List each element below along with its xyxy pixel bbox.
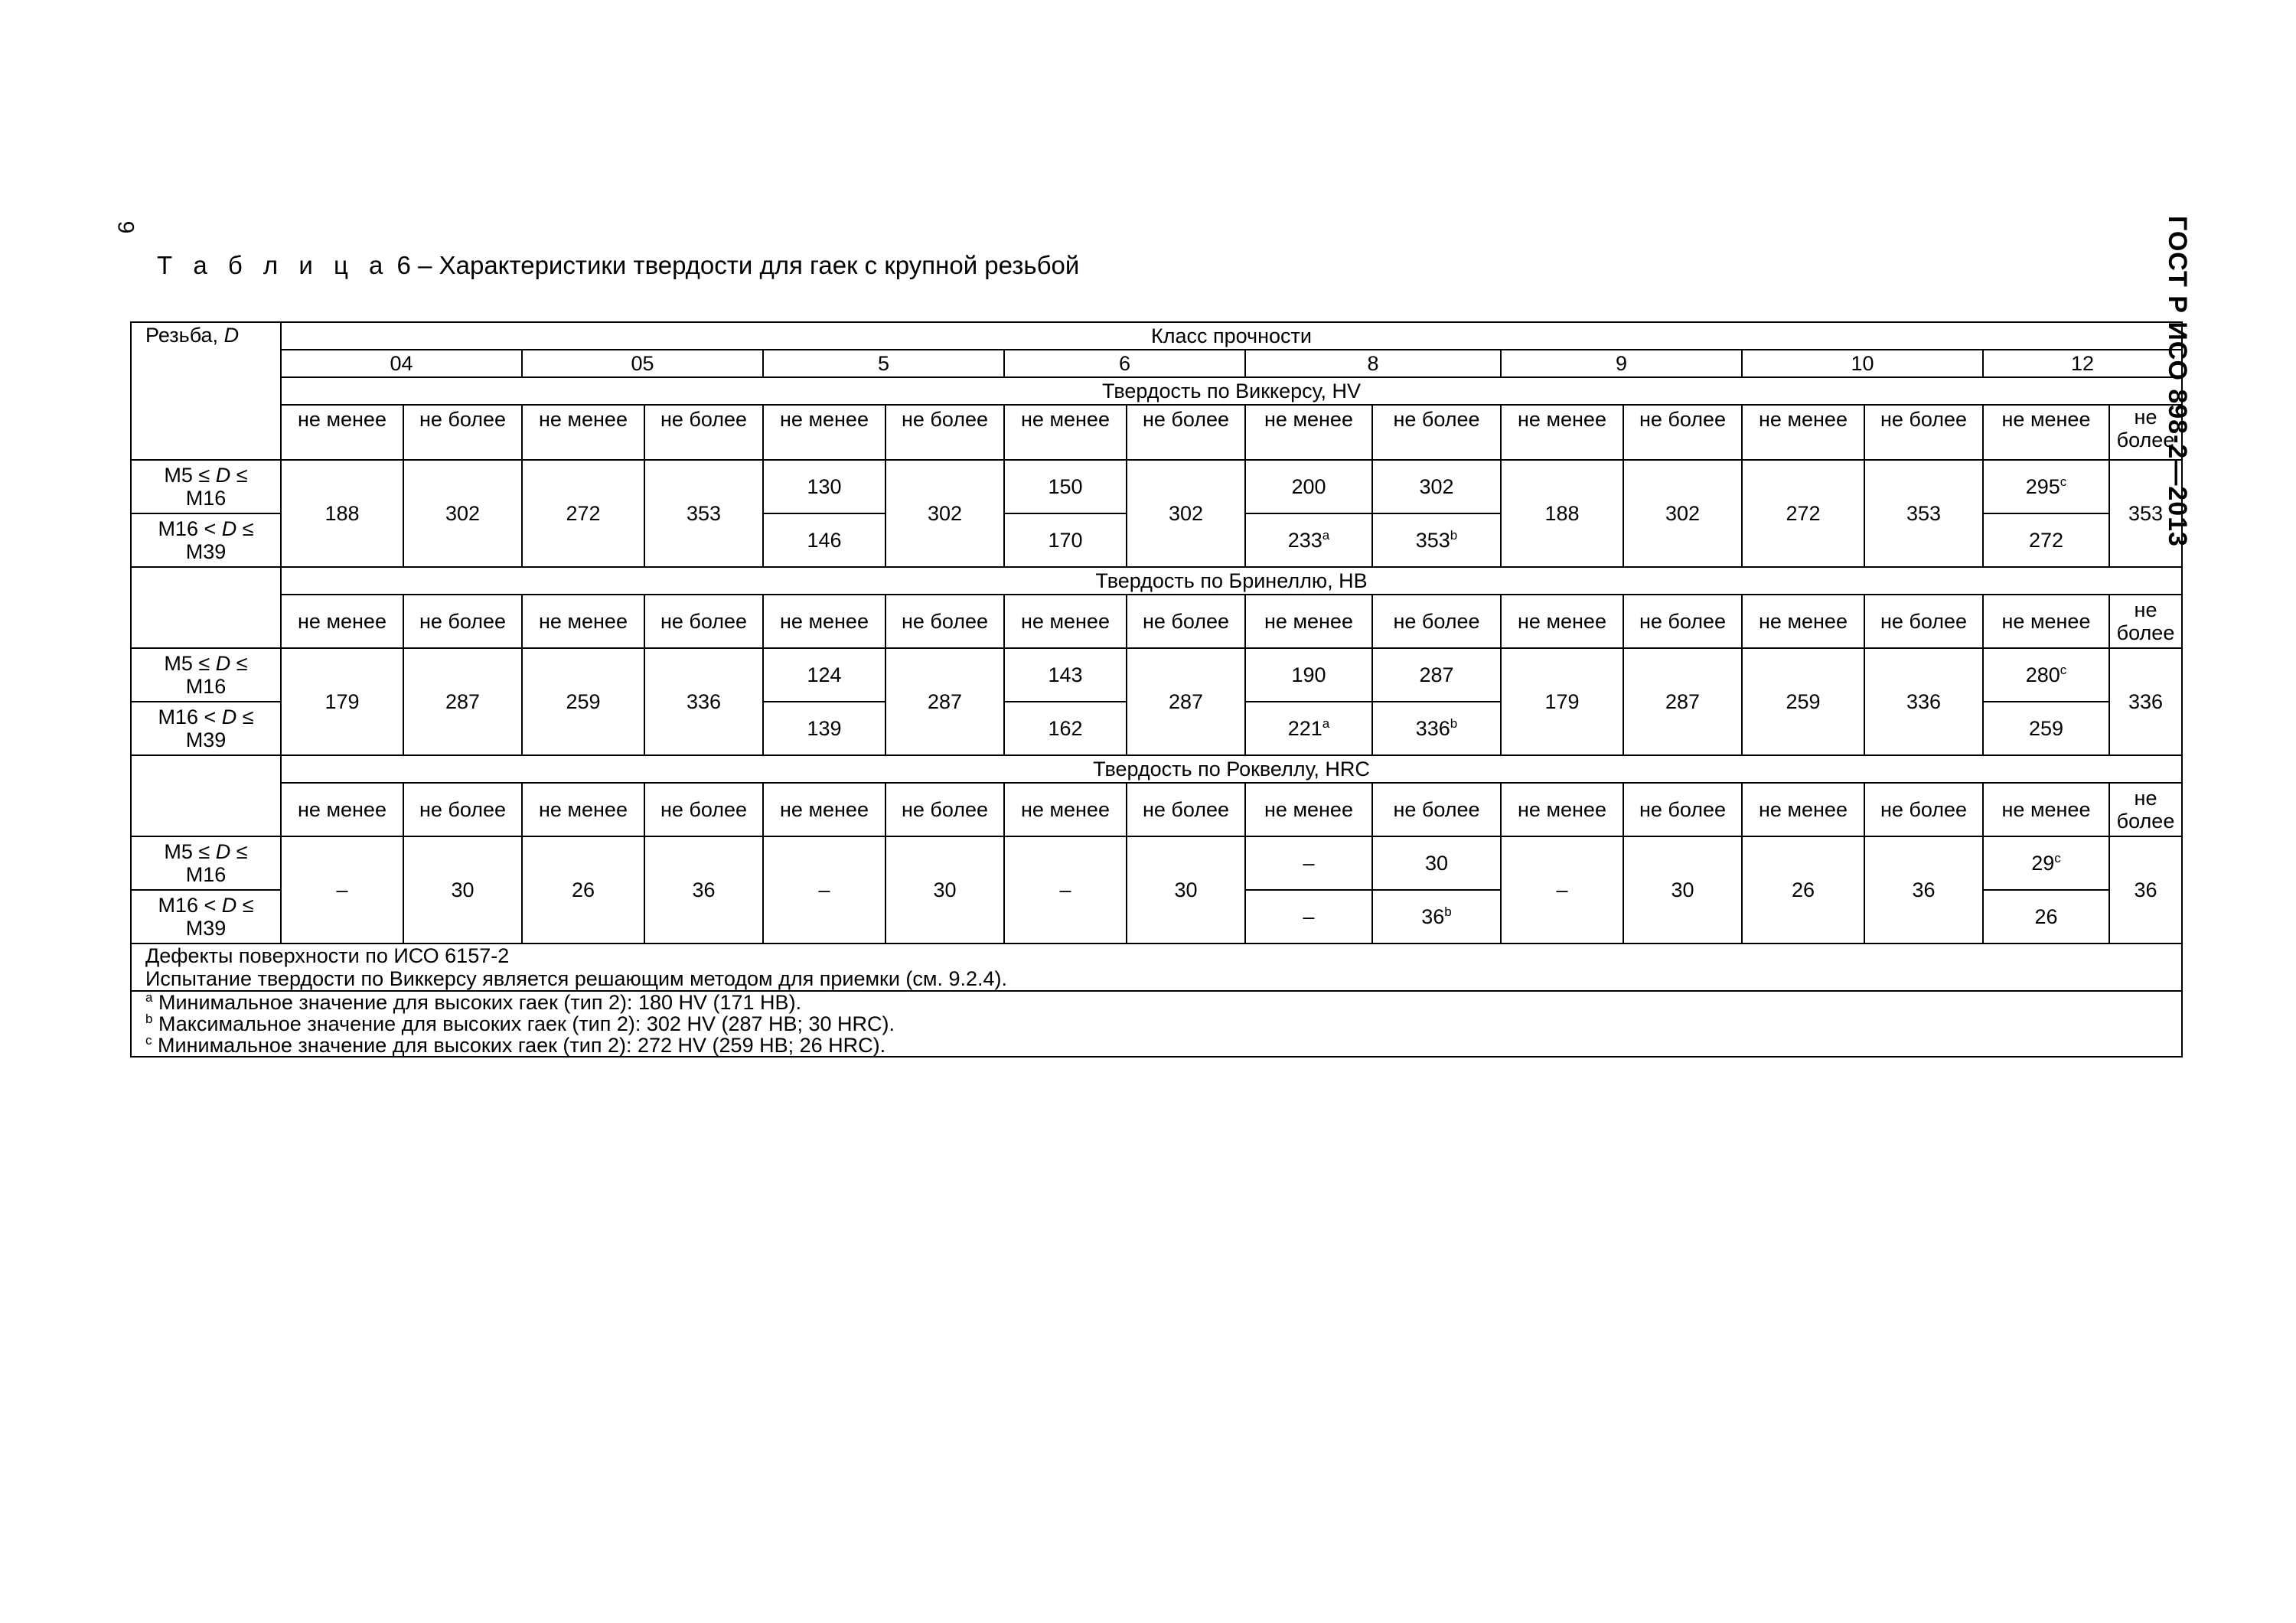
brinell-5-min-small: 124 [763, 648, 885, 702]
footnotes-cell [131, 991, 2182, 1057]
footnotes-row [131, 991, 2182, 1057]
blank-cell [131, 567, 281, 648]
vickers-9-min: 188 [1501, 460, 1623, 567]
class-04: 04 [281, 350, 522, 377]
brinell-12-min-small: 280$^c$ [1983, 648, 2109, 702]
thread-range-m16-m39: M16 < D ≤ M39 [131, 890, 281, 943]
brinell-9-max: 287 [1623, 648, 1742, 755]
vickers-8-min-large: 233$^a$ [1245, 513, 1372, 567]
brinell-9-min: 179 [1501, 648, 1623, 755]
footnote-a: $^a$ Минимальное значение для высоких гаек (тип 2): 180 HV (171 HB). [145, 990, 802, 1014]
table-caption [157, 251, 1079, 280]
max-label-narrow: не более [2109, 405, 2182, 460]
brinell-10-max: 336 [1864, 648, 1983, 755]
vickers-04-min: 188 [281, 460, 403, 567]
max-label: не более [885, 783, 1004, 836]
max-label: не более [644, 783, 763, 836]
vickers-6-min-small: 150 [1004, 460, 1127, 513]
rockwell-6-max: 30 [1127, 836, 1245, 943]
vickers-12-min-large: 272 [1983, 513, 2109, 567]
brinell-5-min-large: 139 [763, 702, 885, 755]
vickers-row-m5-m16 [131, 460, 2182, 513]
note-vickers-decisive: Испытание твердости по Виккерсу является решающим методом для приемки (см. 9.2.4). [145, 967, 1008, 990]
vickers-6-min-large: 170 [1004, 513, 1127, 567]
class-6: 6 [1004, 350, 1245, 377]
min-label: не менее [1501, 783, 1623, 836]
min-label: не менее [281, 405, 403, 460]
max-label: не более [1372, 405, 1501, 460]
max-label: не более [1864, 783, 1983, 836]
class-05: 05 [522, 350, 763, 377]
rockwell-12-min-small: 29$^c$ [1983, 836, 2109, 890]
min-label: не менее [1501, 405, 1623, 460]
rockwell-05-min: 26 [522, 836, 644, 943]
brinell-12-max: 336 [2109, 648, 2182, 755]
max-label: не более [1623, 783, 1742, 836]
brinell-12-min-large: 259 [1983, 702, 2109, 755]
max-label: не более [1127, 405, 1245, 460]
min-label: не менее [763, 783, 885, 836]
thread-range-m5-m16: M5 ≤ D ≤ M16 [131, 648, 281, 702]
brinell-6-max: 287 [1127, 648, 1245, 755]
rockwell-05-max: 36 [644, 836, 763, 943]
max-label-narrow: не более [2109, 783, 2182, 836]
vickers-8-max-small: 302 [1372, 460, 1501, 513]
brinell-10-min: 259 [1742, 648, 1864, 755]
vickers-5-max: 302 [885, 460, 1004, 567]
brinell-04-min: 179 [281, 648, 403, 755]
class-9: 9 [1501, 350, 1742, 377]
class-8: 8 [1245, 350, 1501, 377]
max-label: не более [1372, 595, 1501, 648]
min-label: не менее [1742, 783, 1864, 836]
rockwell-12-min-large: 26 [1983, 890, 2109, 943]
rockwell-5-max: 30 [885, 836, 1004, 943]
thread-range-m5-m16: M5 ≤ D ≤ M16 [131, 836, 281, 890]
thread-range-m16-m39: M16 < D ≤ M39 [131, 513, 281, 567]
header-row-class [131, 322, 2182, 350]
rockwell-title: Твердость по Роквеллу, HRC [281, 755, 2182, 783]
max-label: не более [1623, 595, 1742, 648]
caption-number: 6 [396, 251, 411, 279]
min-label: не менее [522, 595, 644, 648]
brinell-title: Твердость по Бринеллю, HB [281, 567, 2182, 595]
brinell-6-min-small: 143 [1004, 648, 1127, 702]
min-label: не менее [1004, 595, 1127, 648]
min-label: не менее [763, 405, 885, 460]
rockwell-5-min: – [763, 836, 885, 943]
vickers-5-min-small: 130 [763, 460, 885, 513]
min-label: не менее [1983, 405, 2109, 460]
document-id: ГОСТ Р ИСО 898-2—2013 [2163, 216, 2192, 547]
caption-prefix: Т а б л и ц а [157, 251, 390, 279]
vickers-8-max-large: 353$^b$ [1372, 513, 1501, 567]
rockwell-04-min: – [281, 836, 403, 943]
min-label: не менее [1983, 783, 2109, 836]
vickers-title-row [131, 377, 2182, 405]
vickers-04-max: 302 [403, 460, 522, 567]
vickers-title: Твердость по Виккерсу, HV [281, 377, 2182, 405]
page-number: 9 [113, 220, 139, 234]
vickers-05-max: 353 [644, 460, 763, 567]
class-12: 12 [1983, 350, 2182, 377]
max-label: не более [885, 595, 1004, 648]
rockwell-10-max: 36 [1864, 836, 1983, 943]
thread-range-m5-m16: M5 ≤ D ≤ M16 [131, 460, 281, 513]
min-label: не менее [522, 405, 644, 460]
blank-cell [131, 755, 281, 836]
hardness-table-wrapper [130, 321, 2175, 1058]
brinell-8-max-small: 287 [1372, 648, 1501, 702]
rockwell-label-row [131, 783, 2182, 836]
max-label-narrow: не более [2109, 595, 2182, 648]
vickers-label-row [131, 405, 2182, 460]
min-label: не менее [1501, 595, 1623, 648]
thread-range-m16-m39: M16 < D ≤ M39 [131, 702, 281, 755]
vickers-05-min: 272 [522, 460, 644, 567]
rockwell-8-max-large: 36$^b$ [1372, 890, 1501, 943]
class-5: 5 [763, 350, 1004, 377]
brinell-row-m5-m16 [131, 648, 2182, 702]
vickers-9-max: 302 [1623, 460, 1742, 567]
min-label: не менее [281, 783, 403, 836]
rockwell-12-max: 36 [2109, 836, 2182, 943]
min-label: не менее [1004, 405, 1127, 460]
vickers-12-min-small: 295$^c$ [1983, 460, 2109, 513]
brinell-04-max: 287 [403, 648, 522, 755]
min-label: не менее [522, 783, 644, 836]
brinell-05-max: 336 [644, 648, 763, 755]
min-label: не менее [763, 595, 885, 648]
max-label: не более [1623, 405, 1742, 460]
max-label: не более [1864, 405, 1983, 460]
footnote-c: $^c$ Минимальное значение для высоких гаек (тип 2): 272 HV (259 HB; 26 HRC). [145, 1033, 886, 1057]
rockwell-8-max-small: 30 [1372, 836, 1501, 890]
hardness-table [130, 321, 2183, 1058]
caption-title: – Характеристики твердости для гаек с крупной резьбой [418, 251, 1080, 279]
min-label: не менее [1742, 405, 1864, 460]
rockwell-title-row [131, 755, 2182, 783]
vickers-10-min: 272 [1742, 460, 1864, 567]
brinell-05-min: 259 [522, 648, 644, 755]
rockwell-04-max: 30 [403, 836, 522, 943]
brinell-title-row [131, 567, 2182, 595]
max-label: не более [403, 405, 522, 460]
max-label: не более [644, 405, 763, 460]
max-label: не более [403, 783, 522, 836]
vickers-10-max: 353 [1864, 460, 1983, 567]
vickers-12-max: 353 [2109, 460, 2182, 567]
rockwell-row-m5-m16 [131, 836, 2182, 890]
max-label: не более [644, 595, 763, 648]
max-label: не более [1864, 595, 1983, 648]
rockwell-9-min: – [1501, 836, 1623, 943]
note-surface-defects: Дефекты поверхности по ИСО 6157-2 [145, 944, 510, 967]
footnote-b: $^b$ Максимальное значение для высоких гаек (тип 2): 302 HV (287 HB; 30 HRC). [145, 1012, 895, 1035]
max-label: не более [1127, 595, 1245, 648]
notes-row [131, 943, 2182, 991]
brinell-6-min-large: 162 [1004, 702, 1127, 755]
notes-cell [131, 943, 2182, 991]
class-header: Класс прочности [281, 322, 2182, 350]
max-label: не более [403, 595, 522, 648]
thread-symbol: D [223, 324, 240, 347]
vickers-6-max: 302 [1127, 460, 1245, 567]
max-label: не более [1127, 783, 1245, 836]
rockwell-8-min-small: – [1245, 836, 1372, 890]
brinell-8-min-large: 221$^a$ [1245, 702, 1372, 755]
thread-header-label: Резьба, [145, 324, 224, 347]
max-label: не более [885, 405, 1004, 460]
min-label: не менее [281, 595, 403, 648]
vickers-5-min-large: 146 [763, 513, 885, 567]
min-label: не менее [1245, 595, 1372, 648]
brinell-8-min-small: 190 [1245, 648, 1372, 702]
header-row-classes [131, 350, 2182, 377]
max-label: не более [1372, 783, 1501, 836]
brinell-8-max-large: 336$^b$ [1372, 702, 1501, 755]
rockwell-6-min: – [1004, 836, 1127, 943]
brinell-5-max: 287 [885, 648, 1004, 755]
min-label: не менее [1742, 595, 1864, 648]
min-label: не менее [1004, 783, 1127, 836]
thread-header-cell [131, 322, 281, 460]
min-label: не менее [1245, 405, 1372, 460]
rockwell-9-max: 30 [1623, 836, 1742, 943]
class-10: 10 [1742, 350, 1983, 377]
brinell-label-row [131, 595, 2182, 648]
rockwell-10-min: 26 [1742, 836, 1864, 943]
vickers-8-min-small: 200 [1245, 460, 1372, 513]
min-label: не менее [1245, 783, 1372, 836]
min-label: не менее [1983, 595, 2109, 648]
rockwell-8-min-large: – [1245, 890, 1372, 943]
